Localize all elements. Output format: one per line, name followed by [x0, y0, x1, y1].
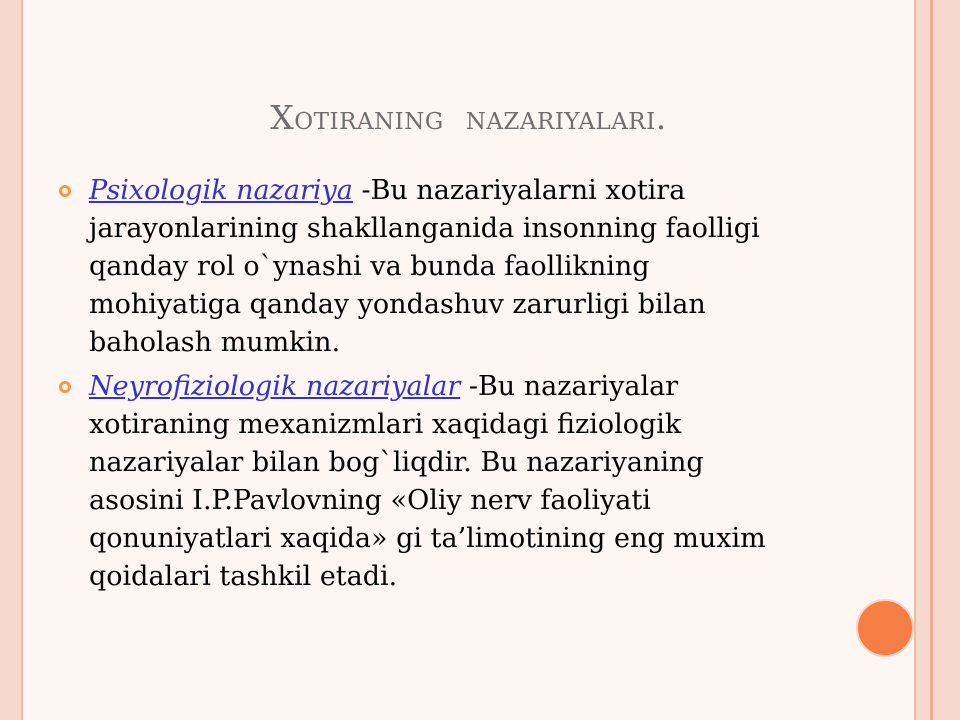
bullet-item-psixologik: [59, 172, 799, 362]
ring-bullet-icon: [59, 381, 71, 393]
right-border-stripe: [930, 0, 933, 720]
slide-title: Xotiraning nazariyalari.: [270, 98, 667, 137]
bullet-text-neyrofiziologik: -Bu nazariyalar xotiraning mexanizmlari xaqidagi fiziologik nazariyalar bilan bog`liqdir. Bu nazariyaning asosini I.P.Pavlovning «Oliy nerv faoliyati qonuniyatlari xaqida» gi ta’limotining eng muxim qoidalari tashkil etadi.: [89, 371, 766, 592]
ring-bullet-icon: [59, 185, 71, 197]
bullet-text-psixologik: -Bu nazariyalarni xotira jarayonlarining shakllanganida insonning faolligi qanday rol o`ynashi va bunda faollikning mohiyatiga qanday yondashuv zarurligi bilan baholash mumkin.: [89, 175, 760, 358]
bullet-list: [59, 172, 799, 602]
bullet-item-neyrofiziologik: [59, 368, 799, 596]
slide: [23, 0, 914, 720]
orange-circle-decoration: [856, 599, 914, 657]
term-link-psixologik[interactable]: Psixologik nazariya: [89, 175, 353, 206]
term-link-neyrofiziologik[interactable]: Neyrofiziologik nazariyalar: [89, 371, 461, 402]
left-border: [0, 0, 21, 720]
right-border: [916, 0, 960, 720]
